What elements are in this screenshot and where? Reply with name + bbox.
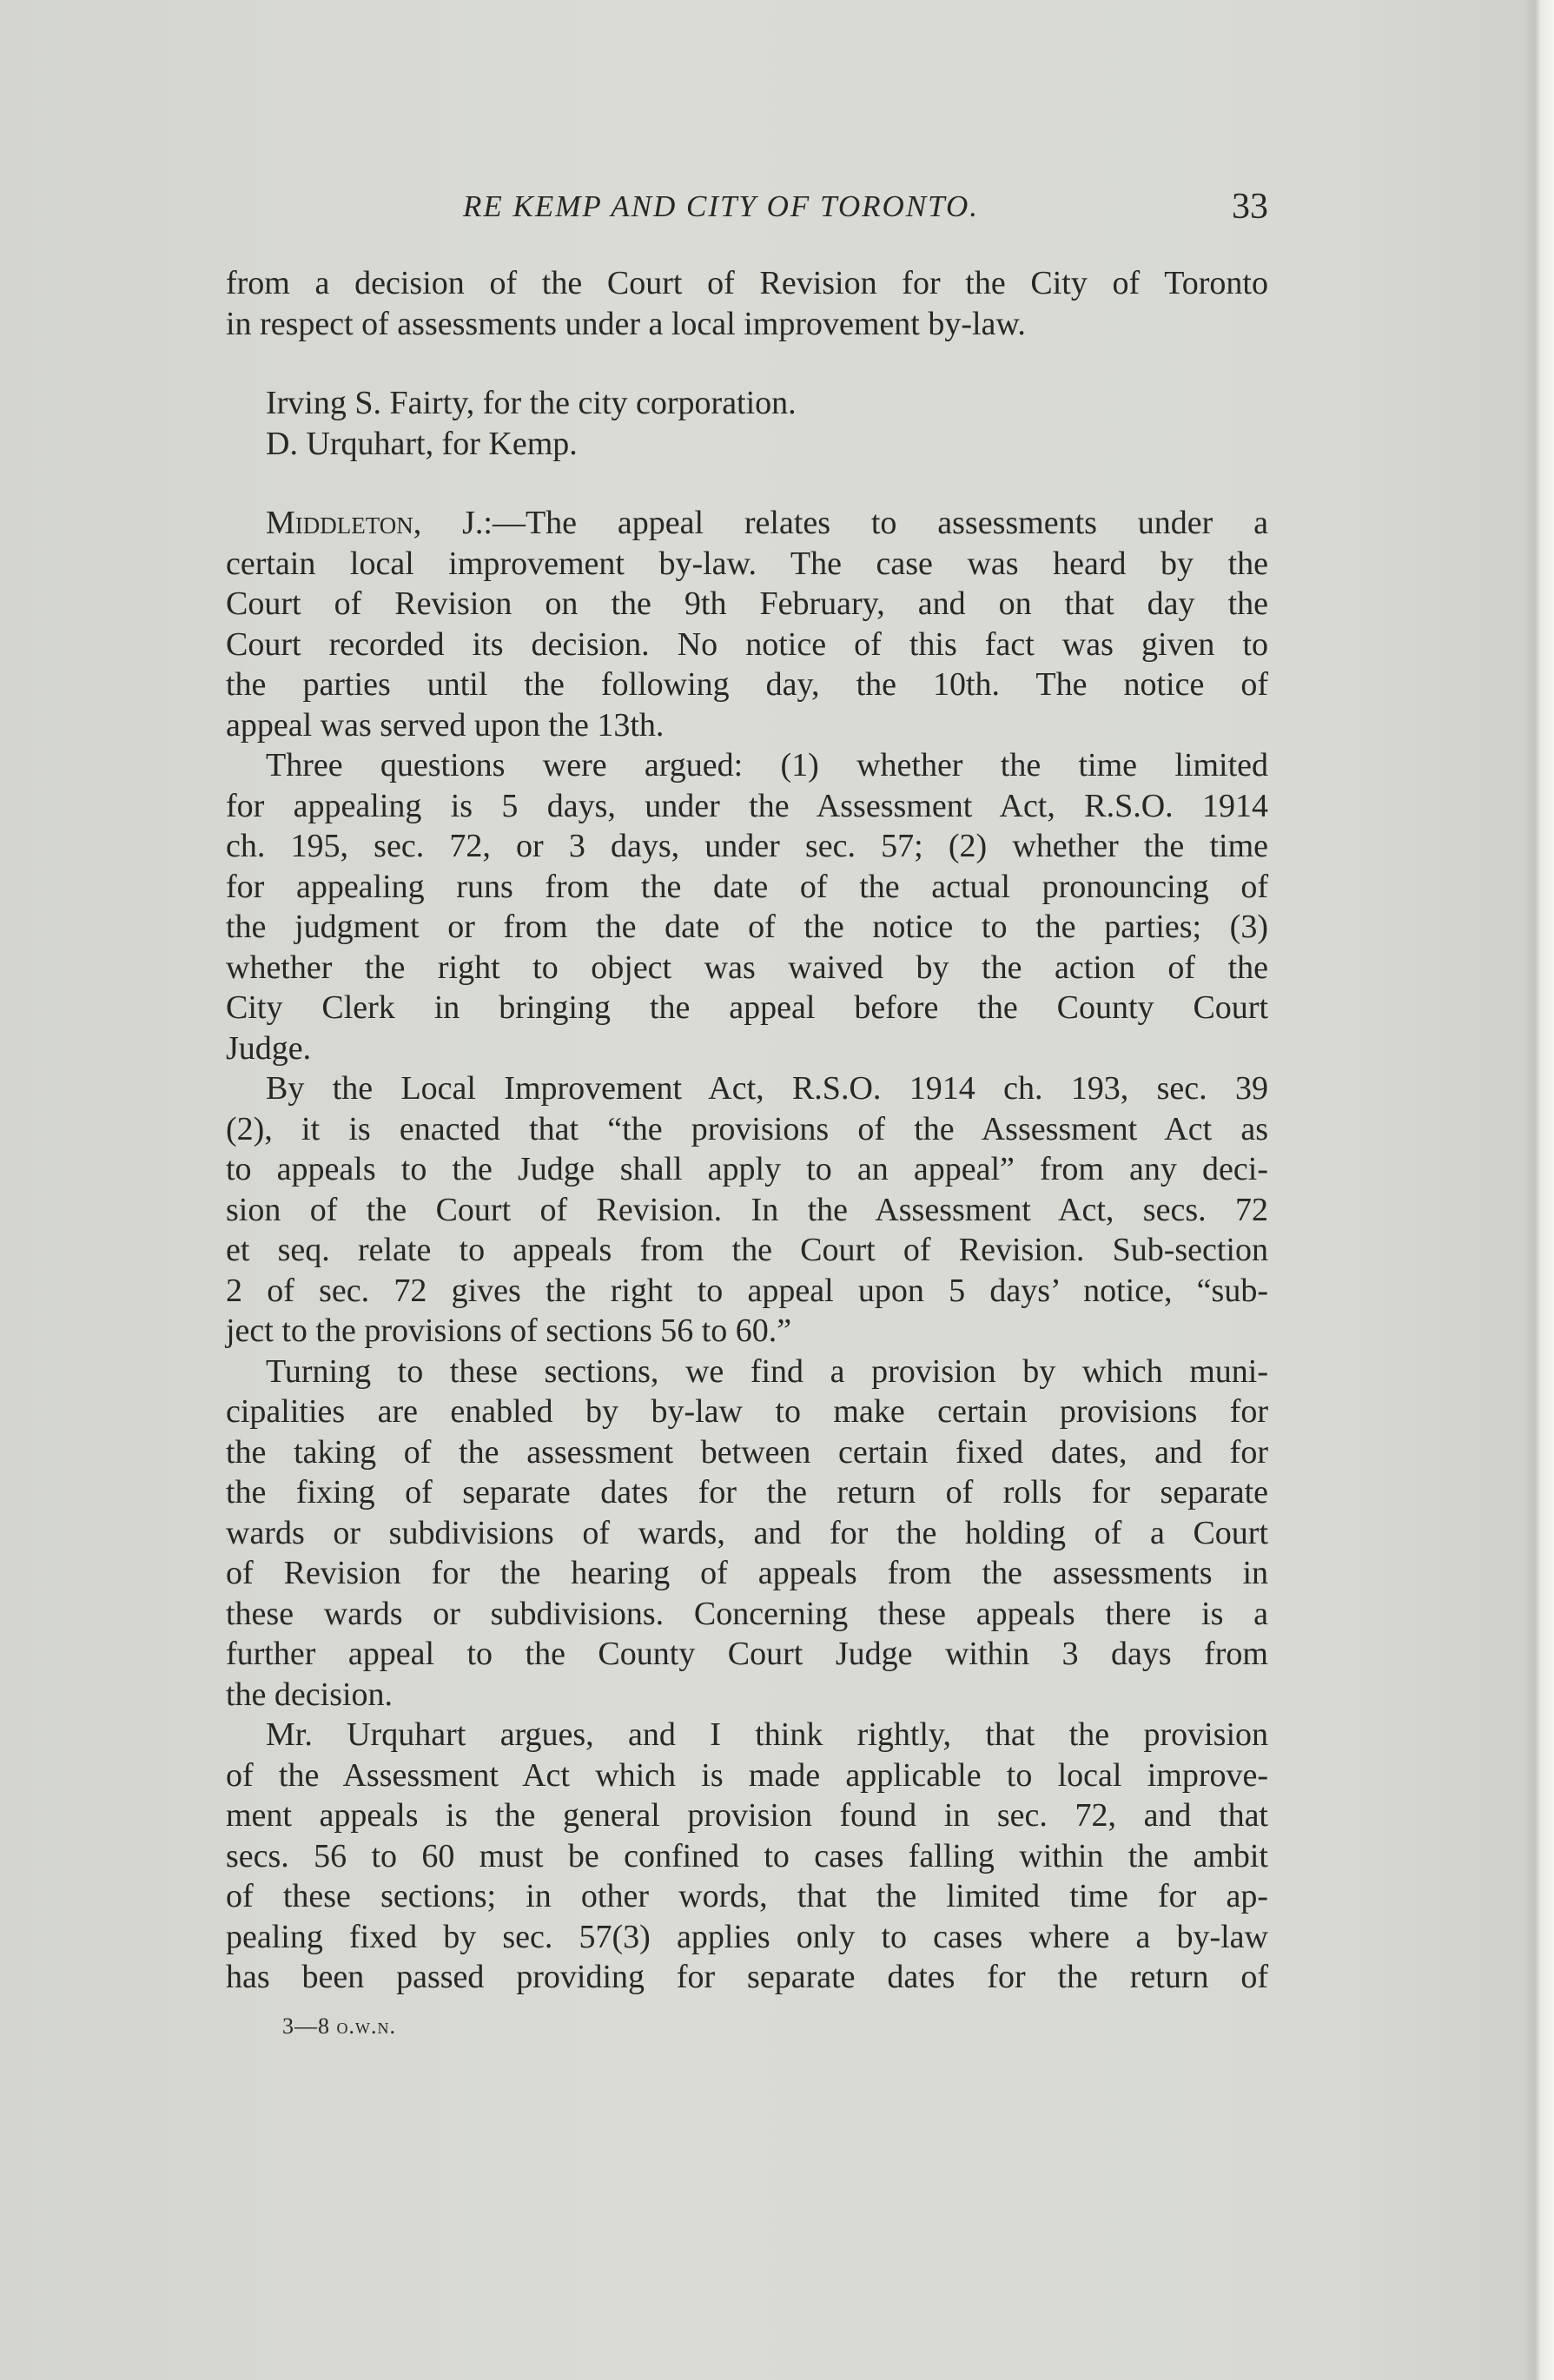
text-line: Court recorded its decision. No notice of this fact was given to	[226, 625, 1268, 663]
body-text	[226, 263, 1268, 1998]
text-line: these wards or subdivisions. Concerning these appeals there is a	[226, 1595, 1268, 1632]
text-line: secs. 56 to 60 must be confined to cases falling within the ambit	[226, 1837, 1268, 1874]
judgment-opening: :—The appeal relates to assessments under a	[483, 505, 1269, 541]
text-line: in respect of assessments under a local improvement by-law.	[226, 305, 1026, 342]
text-line: 2 of sec. 72 gives the right to appeal upon 5 days’ notice, “sub-	[226, 1272, 1268, 1309]
page-header	[174, 186, 1268, 238]
counsel-kemp: D. Urquhart, for Kemp.	[266, 425, 578, 462]
judge-name: Middleton, J.	[266, 505, 484, 541]
text-line: City Clerk in bringing the appeal before the County Court	[226, 989, 1268, 1026]
text-line: for appealing is 5 days, under the Assessment Act, R.S.O. 1914	[226, 787, 1268, 824]
text-line: pealing fixed by sec. 57(3) applies only to cases where a by-law	[226, 1918, 1268, 1955]
text-line: of these sections; in other words, that the limited time for ap-	[226, 1878, 1268, 1914]
judgment-opening-line	[226, 503, 1268, 544]
text-line: appeal was served upon the 13th.	[226, 706, 665, 744]
text-line: By the Local Improvement Act, R.S.O. 1914 ch. 193, sec. 39	[266, 1070, 1268, 1107]
text-line: for appealing runs from the date of the actual pronouncing of	[226, 868, 1268, 905]
text-line: of the Assessment Act which is made applicable to local improve-	[226, 1756, 1268, 1794]
text-line: the fixing of separate dates for the return of rolls for separate	[226, 1474, 1268, 1511]
text-line: the taking of the assessment between certain fixed dates, and for	[226, 1433, 1268, 1471]
text-line: the judgment or from the date of the notice to the parties; (3)	[226, 909, 1268, 945]
running-head: RE KEMP AND CITY OF TORONTO.	[462, 189, 980, 223]
text-line: et seq. relate to appeals from the Court of Revision. Sub-section	[226, 1232, 1268, 1268]
text-line: the decision.	[226, 1676, 393, 1713]
text-line: from a decision of the Court of Revision for the City of Toronto	[226, 265, 1268, 301]
text-line: wards or subdivisions of wards, and for the holding of a Court	[226, 1514, 1268, 1551]
text-line: Three questions were argued: (1) whether the time limited	[266, 747, 1268, 783]
text-line: sion of the Court of Revision. In the Assessment Act, secs. 72	[226, 1191, 1268, 1228]
text-line: Court of Revision on the 9th February, and on that day the	[226, 585, 1268, 622]
text-line: of Revision for the hearing of appeals from the assessments in	[226, 1555, 1268, 1591]
text-line: ch. 195, sec. 72, or 3 days, under sec. 57; (2) whether the time	[226, 828, 1268, 864]
text-line: whether the right to object was waived by the action of the	[226, 949, 1268, 986]
text-line: further appeal to the County Court Judge within 3 days from	[226, 1636, 1268, 1672]
text-line: Mr. Urquhart argues, and I think rightly, that the provision	[266, 1716, 1268, 1753]
counsel-line	[226, 424, 1268, 465]
text-line: ment appeals is the general provision found in sec. 72, and that	[226, 1797, 1268, 1834]
page-edge	[1524, 0, 1554, 2380]
text-line: Turning to these sections, we find a provision by which muni-	[266, 1352, 1268, 1390]
page-number: 33	[1232, 187, 1268, 227]
signature-mark	[282, 2013, 396, 2040]
text-line: cipalities are enabled by by-law to make certain provisions for	[226, 1393, 1268, 1430]
text-line: Judge.	[226, 1029, 312, 1067]
text-line: has been passed providing for separate dates for the return of	[226, 1959, 1268, 1995]
text-line: certain local improvement by-law. The case was heard by the	[226, 545, 1268, 582]
counsel-city: Irving S. Fairty, for the city corporation.	[266, 385, 797, 421]
text-line: to appeals to the Judge shall apply to an appeal” from any deci-	[226, 1151, 1268, 1187]
counsel-line	[226, 383, 1268, 424]
signature-text: 3—8 o.w.n.	[282, 2013, 396, 2039]
text-line: the parties until the following day, the 10th. The notice of	[226, 666, 1268, 703]
text-line: (2), it is enacted that “the provisions of the Assessment Act as	[226, 1110, 1268, 1147]
text-line: ject to the provisions of sections 56 to 60.”	[226, 1312, 792, 1349]
